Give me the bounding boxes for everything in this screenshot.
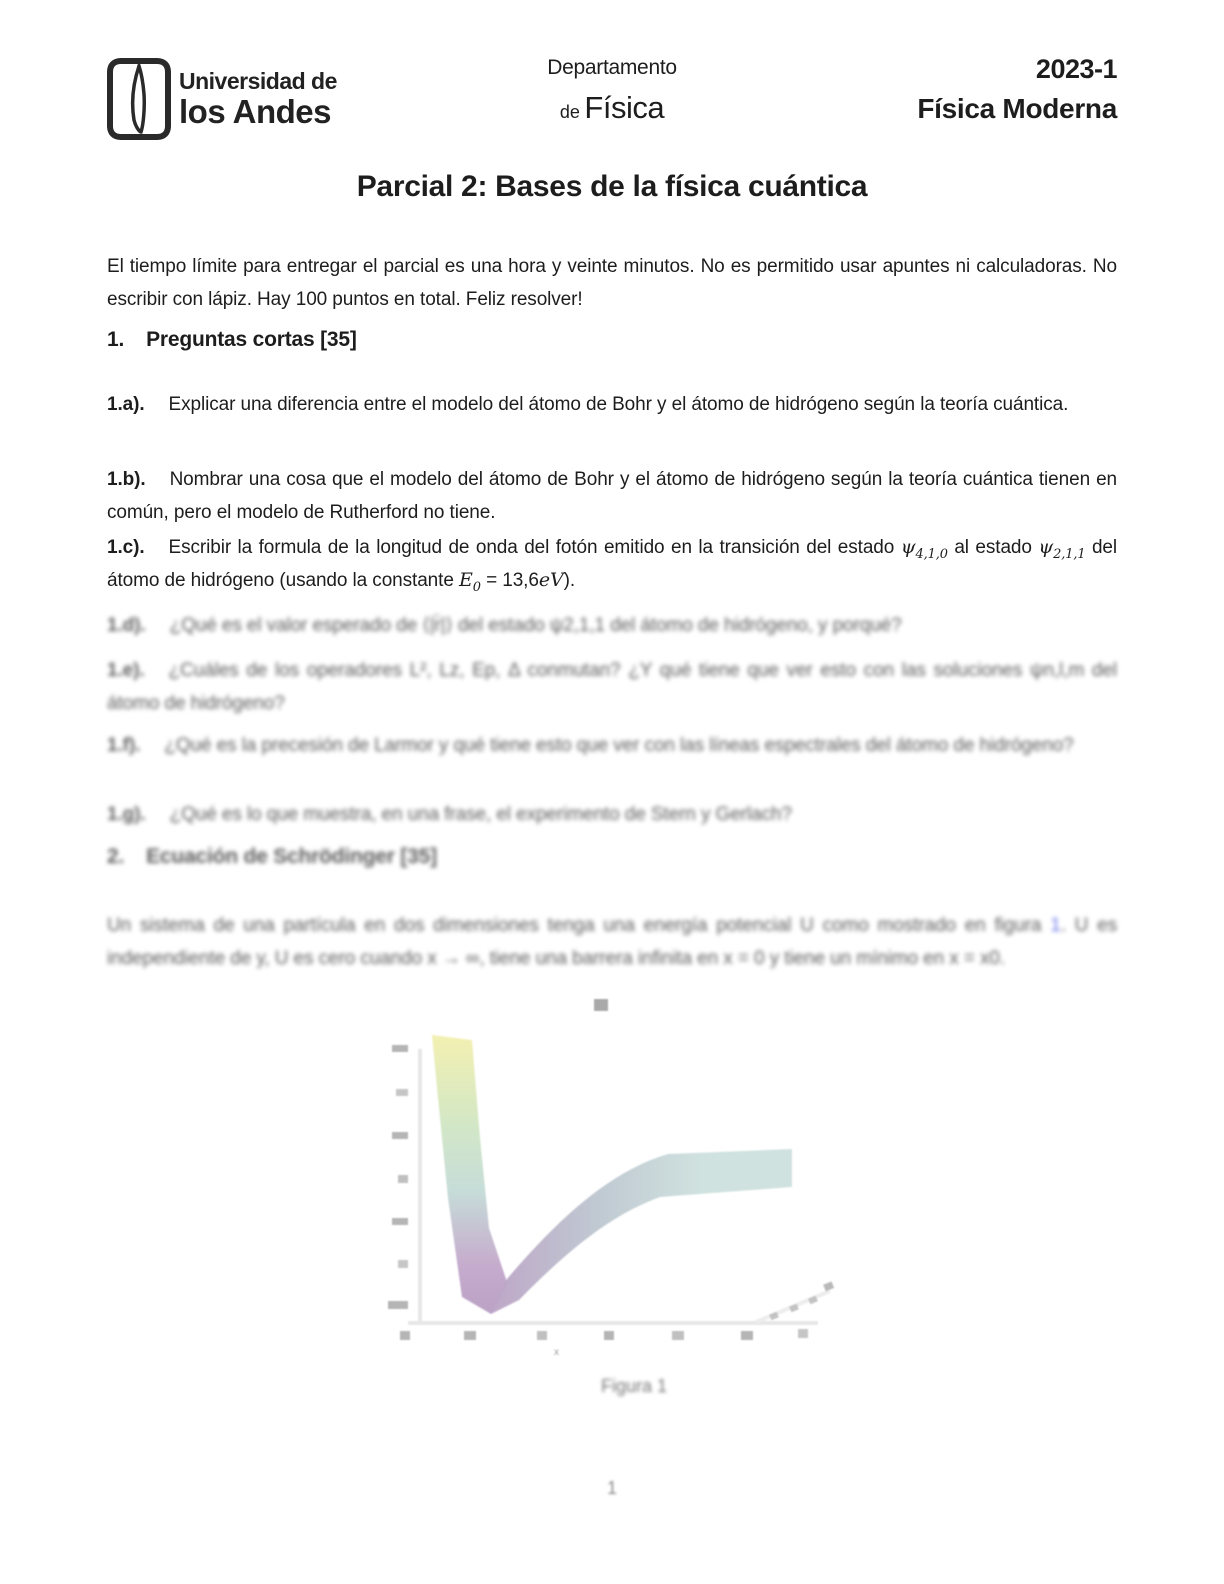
question-1b: [107, 463, 1117, 529]
E-symbol: E: [458, 569, 473, 591]
de-text: de: [559, 102, 580, 122]
question-1g-text: ¿Qué es lo que muestra, en una frase, el experimento de Stern y Gerlach?: [169, 804, 792, 825]
question-1e-text: ¿Cuáles de los operadores L², Lz, Ep, Δ conmutan? ¿Y qué tiene que ver esto con las soluciones ψn,l,m del átomo de hidrógeno?: [107, 660, 1117, 714]
x-axis-label: x: [554, 1347, 559, 1358]
intro-paragraph: El tiempo límite para entregar el parcial es una hora y veinte minutos. No es permitido usar apuntes ni calculadoras. No escribir con lápiz. Hay 100 puntos en total. Feliz resolver!: [107, 256, 1117, 310]
surface-plateau-band: [491, 1149, 792, 1314]
logo-line1: Universidad de: [179, 68, 337, 94]
question-1e-label: 1.e).: [107, 660, 145, 681]
psi-subscript-211: 2,1,1: [1053, 546, 1086, 562]
surface-barrier-band: [432, 1035, 507, 1314]
question-1a: [107, 388, 1117, 421]
section2-number: 2.: [107, 845, 125, 868]
potential-surface-chart: [368, 983, 900, 1369]
figure-1-link[interactable]: 1: [1050, 915, 1061, 936]
question-1c-text3: del átomo de hidrógeno (usando la constante: [107, 537, 1118, 591]
section1-heading: [107, 328, 1117, 352]
university-logo: [107, 58, 337, 140]
question-1a-text: Explicar una diferencia entre el modelo del átomo de Bohr y el átomo de hidrógeno según la teoría cuántica.: [168, 394, 1069, 415]
exam-title: Parcial 2: Bases de la física cuántica: [356, 170, 868, 203]
E-subscript-0: 0: [472, 579, 481, 595]
question-1c-label: 1.c).: [107, 537, 145, 558]
psi-subscript-410: 4,1,0: [915, 546, 948, 562]
fisica-text: Física: [584, 90, 665, 125]
figure-1-caption: Figura 1: [600, 1376, 668, 1396]
E-value: = 13,6: [480, 570, 539, 591]
z-axis-ticks: [388, 1045, 408, 1309]
section1-title: Preguntas cortas [35]: [146, 328, 357, 351]
section2-text2: . U es independiente de y, U es cero cuando x → ∞, tiene una barrera infinita en x = 0 y tiene un mínimo en x = x0.: [107, 915, 1117, 969]
question-1c-text2: al estado: [947, 537, 1039, 558]
question-1f-text: ¿Qué es la precesión de Larmor y qué tiene esto que ver con las líneas espectrales del átomo de hidrógeno?: [164, 735, 1074, 756]
question-1d-label: 1.d).: [107, 615, 146, 636]
section2-title: Ecuación de Schrödinger [35]: [146, 845, 437, 868]
section1-number: 1.: [107, 328, 125, 351]
page-number: 1: [606, 1478, 617, 1498]
question-1c-text1: Escribir la formula de la longitud de onda del fotón emitido en la transición del estado: [168, 537, 901, 558]
logo-line2: los Andes: [179, 93, 331, 130]
figure-1-plot: [368, 983, 900, 1369]
x-axis-ticks: [400, 1329, 808, 1340]
department-line: Departamento: [547, 56, 677, 79]
course-block: [917, 54, 1117, 125]
question-1a-label: 1.a).: [107, 394, 145, 415]
psi-symbol-2: ψ: [1038, 536, 1054, 558]
term-label: 2023-1: [1035, 54, 1117, 84]
section2-heading-blurred: [107, 845, 1117, 869]
section2-text1: Un sistema de una partícula en dos dimensiones tenga una energía potencial U como mostrado en figura: [107, 915, 1051, 936]
section2-paragraph-blurred: [107, 909, 1117, 975]
logo-wordmark: [179, 70, 337, 128]
psi-symbol: ψ: [900, 536, 916, 558]
eV-unit: eV: [538, 569, 564, 591]
uniandes-shield-icon: [107, 58, 171, 140]
department-block: [547, 56, 676, 126]
question-1f-blurred: [107, 729, 1117, 762]
question-1c: [107, 531, 1117, 597]
question-1b-label: 1.b).: [107, 469, 146, 490]
question-1f-label: 1.f).: [107, 735, 141, 756]
question-1c-text4: ).: [563, 570, 575, 591]
course-name: Física Moderna: [917, 93, 1117, 124]
page-header: [107, 54, 1117, 140]
question-1g-label: 1.g).: [107, 804, 146, 825]
question-1e-blurred: [107, 654, 1117, 720]
question-1d-text: ¿Qué es el valor esperado de ⟨|r̄|⟩ del estado ψ2,1,1 del átomo de hidrógeno, y porqué?: [169, 615, 902, 636]
plot-top-marker: [594, 999, 608, 1011]
question-1d-blurred: [107, 609, 1117, 642]
question-1g-blurred: [107, 798, 1117, 831]
question-1b-text: Nombrar una cosa que el modelo del átomo de Bohr y el átomo de hidrógeno según la teoría cuántica tienen en común, pero el modelo de Rutherford no tiene.: [107, 469, 1117, 523]
department-line2: [547, 90, 676, 126]
